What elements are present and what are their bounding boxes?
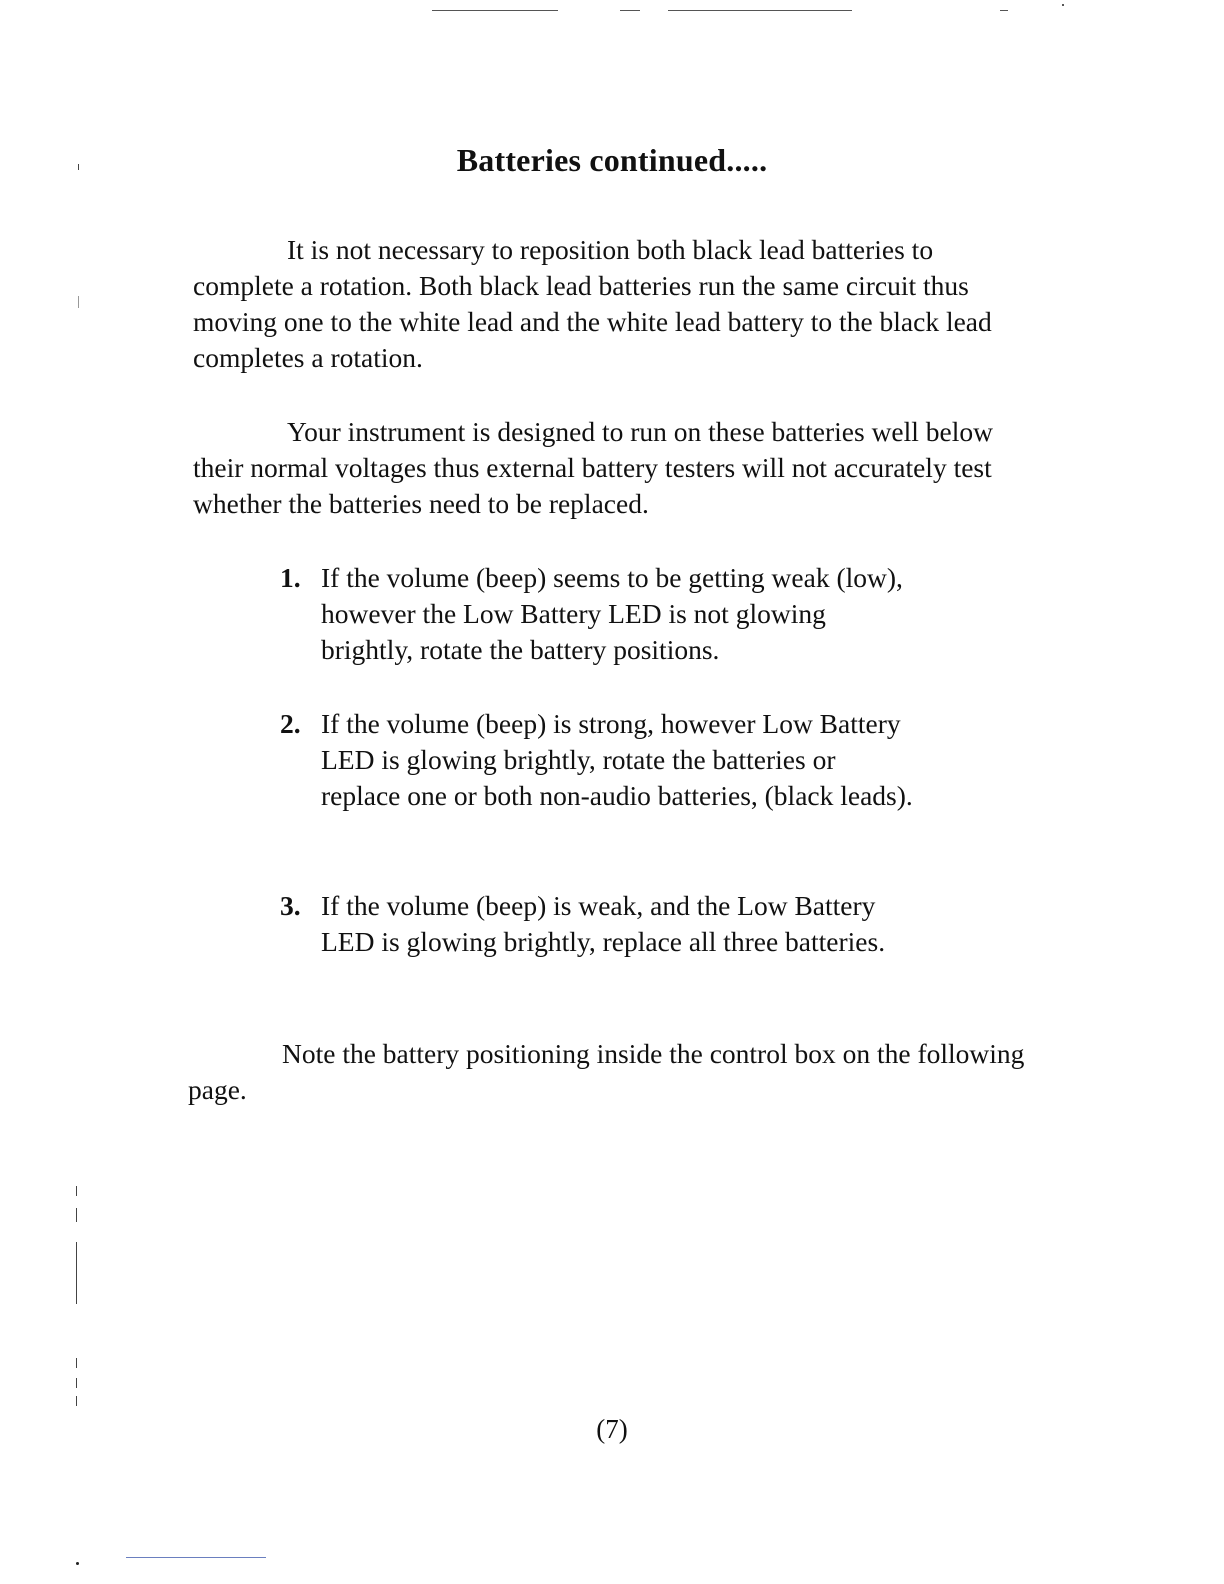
list-item — [280, 560, 920, 668]
scan-artifact-edge — [76, 1186, 77, 1196]
paragraph-rotation — [193, 232, 1033, 376]
scan-artifact-edge — [76, 1208, 77, 1222]
list-item-text: If the volume (beep) seems to be getting weak (low), however the Low Battery LED is not glowing brightly, rotate the battery positions. — [321, 562, 903, 665]
page-title: Batteries continued..... — [456, 142, 768, 178]
list-item-number: 1. — [280, 562, 301, 593]
scan-artifact-edge — [76, 1242, 77, 1304]
paragraph-text: Note the battery positioning inside the control box on the following page. — [188, 1038, 1025, 1105]
list-item-text: If the volume (beep) is strong, however Low Battery LED is glowing brightly, rotate the batteries or replace one or both non-audio batteries, (black leads). — [321, 708, 913, 811]
list-item-number: 3. — [280, 890, 301, 921]
paragraph-note — [188, 1036, 1028, 1108]
scan-artifact-rule — [126, 1557, 266, 1558]
list-item-number: 2. — [280, 708, 301, 739]
list-item — [280, 888, 920, 960]
scan-artifact-line — [620, 10, 640, 11]
paragraph-text: Your instrument is designed to run on these batteries well below their normal voltages thus external battery testers will not accurately test whether the batteries need to be replaced. — [193, 416, 993, 519]
scan-artifact-edge — [76, 1358, 77, 1368]
paragraph-voltage — [193, 414, 1033, 522]
list-item-text: If the volume (beep) is weak, and the Low Battery LED is glowing brightly, replace all three batteries. — [321, 890, 886, 957]
scan-artifact-line — [432, 10, 558, 11]
scan-artifact-edge — [78, 296, 79, 308]
scan-artifact-edge — [76, 1396, 77, 1406]
scan-artifact-dot — [1062, 4, 1064, 6]
scan-artifact-line — [1000, 10, 1008, 11]
paragraph-text: It is not necessary to reposition both black lead batteries to complete a rotation. Both black lead batteries run the same circuit thus moving one to the white lead and the white lead battery to the black lead completes a rotation. — [193, 234, 992, 373]
list-item — [280, 706, 920, 814]
page-number: (7) — [596, 1414, 628, 1444]
scan-artifact-edge — [76, 1378, 77, 1388]
scan-artifact-line — [668, 10, 852, 11]
scan-artifact-dot — [76, 1562, 79, 1565]
